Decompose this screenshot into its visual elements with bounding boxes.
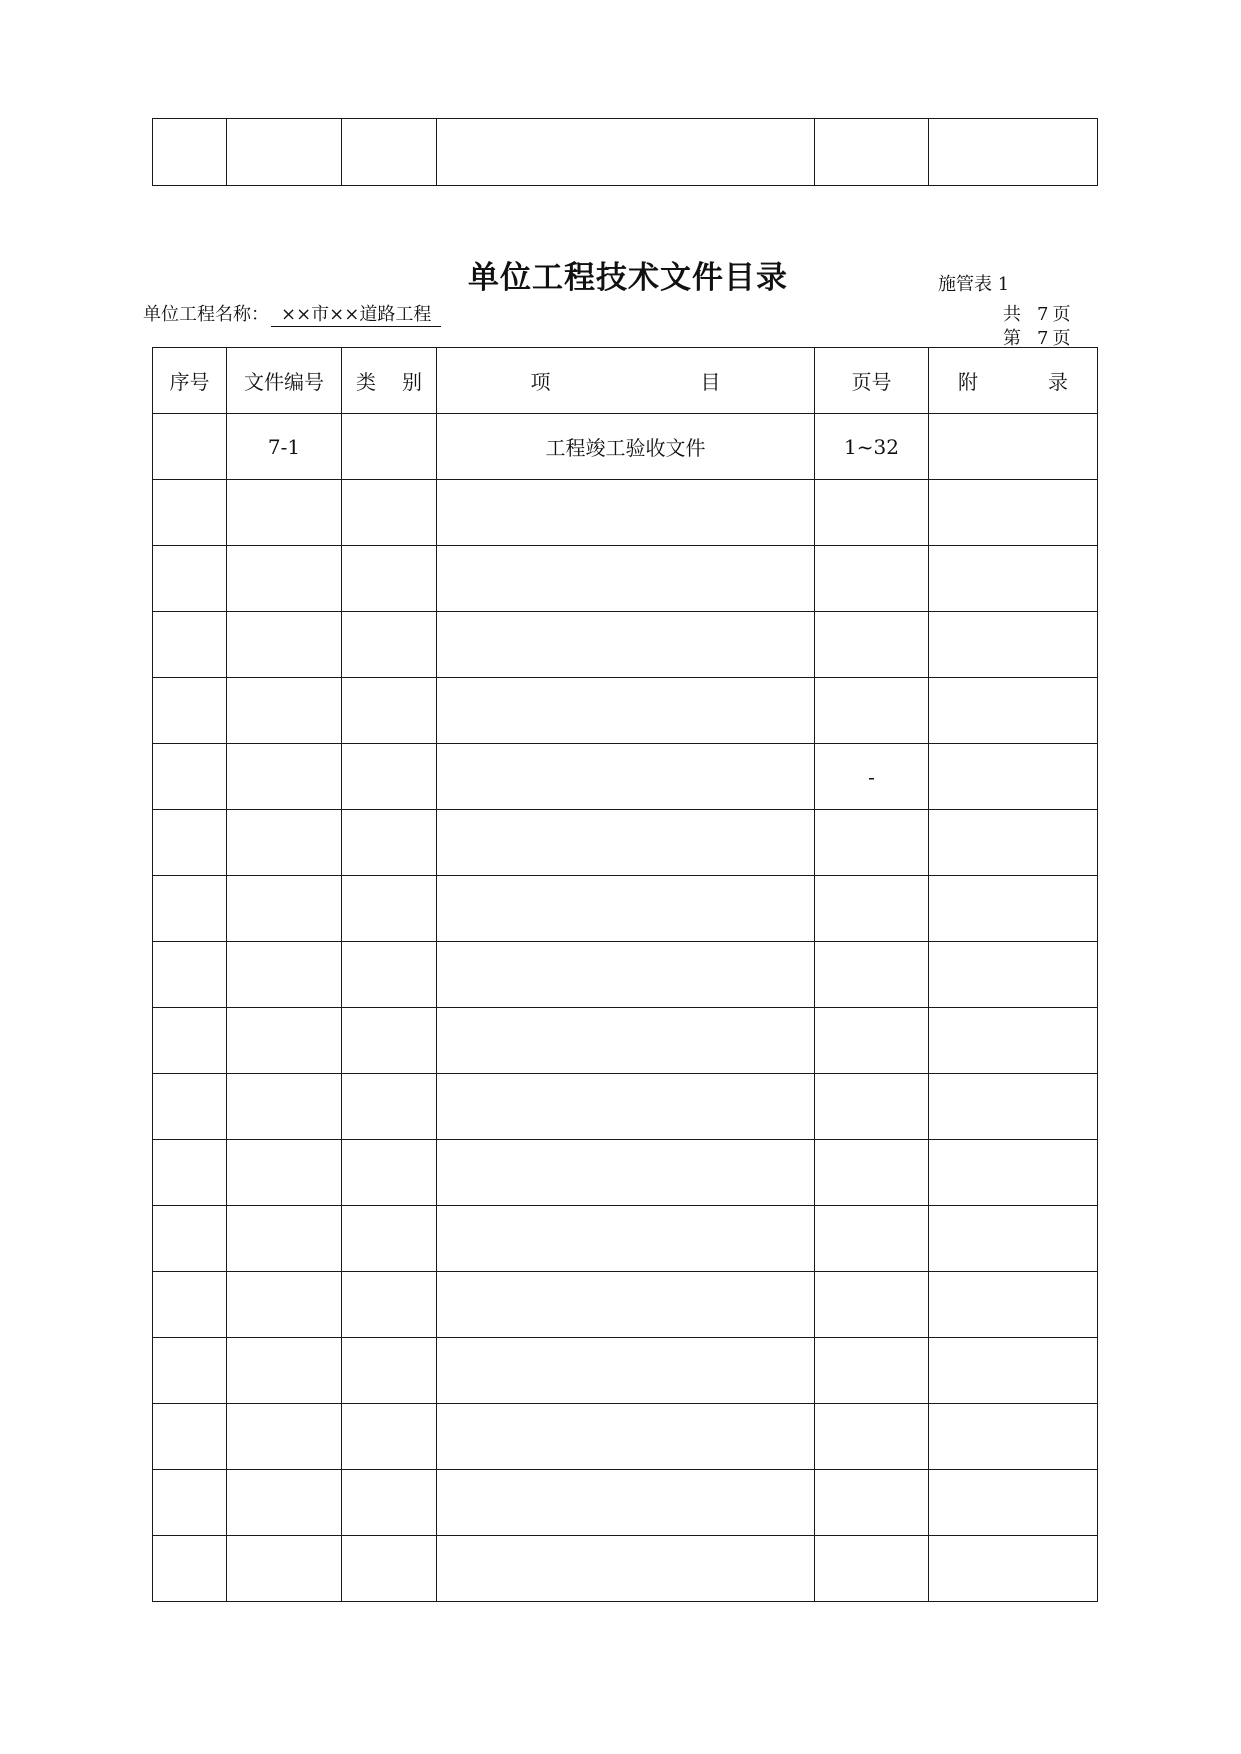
table-row <box>153 876 1098 942</box>
total-pages <box>1003 300 1070 326</box>
cell-category <box>342 744 437 810</box>
cell-file-no <box>227 1338 342 1404</box>
cell-appendix <box>929 480 1098 546</box>
cell-item <box>437 942 815 1008</box>
cell-seq <box>153 942 227 1008</box>
cell-category <box>342 1074 437 1140</box>
document-title: 单位工程技术文件目录 <box>468 260 788 296</box>
cell-page-no <box>815 1008 929 1074</box>
cell-file-no <box>227 1074 342 1140</box>
cell-seq <box>153 612 227 678</box>
project-name-label: 单位工程名称： <box>143 304 269 325</box>
cell-category <box>342 876 437 942</box>
cell-seq <box>153 1272 227 1338</box>
cell-page-no: - <box>815 744 929 810</box>
cell-category <box>342 1470 437 1536</box>
cell-page-no: 1~32 <box>815 414 929 480</box>
cell-item <box>437 1206 815 1272</box>
cell-item <box>437 1470 815 1536</box>
cell-item <box>437 876 815 942</box>
project-name-line <box>143 300 441 327</box>
cell-seq <box>153 1206 227 1272</box>
cell-category <box>342 414 437 480</box>
cell-category <box>342 678 437 744</box>
cell-category <box>342 1404 437 1470</box>
table-row <box>153 744 1098 810</box>
cell-file-no <box>227 678 342 744</box>
cell-page-no <box>815 1470 929 1536</box>
header-category-part-b: 别 <box>402 370 422 394</box>
cell-seq <box>153 1338 227 1404</box>
cell-item <box>437 480 815 546</box>
header-category-part-a: 类 <box>356 370 376 394</box>
cell-category <box>342 1272 437 1338</box>
current-page-prefix: 第 <box>1003 328 1021 349</box>
cell-seq <box>153 1470 227 1536</box>
header-item <box>437 348 815 414</box>
table-row <box>153 119 1098 186</box>
cell-file-no <box>227 1404 342 1470</box>
cell-page-no <box>815 1338 929 1404</box>
table-row <box>153 546 1098 612</box>
cell-seq <box>153 1074 227 1140</box>
previous-page-table-fragment <box>152 118 1098 186</box>
cell-category <box>342 1338 437 1404</box>
cell-appendix <box>929 1206 1098 1272</box>
cell-item <box>437 1338 815 1404</box>
cell-item <box>437 810 815 876</box>
table-row <box>153 1074 1098 1140</box>
cell-page-no <box>815 876 929 942</box>
header-file-no: 文件编号 <box>227 348 342 414</box>
cell-page-no <box>815 480 929 546</box>
cell-item <box>437 1404 815 1470</box>
cell-appendix <box>929 612 1098 678</box>
cell-file-no <box>227 1008 342 1074</box>
header-appendix <box>929 348 1098 414</box>
cell-appendix <box>929 876 1098 942</box>
cell-file-no <box>227 1206 342 1272</box>
cell-appendix <box>929 414 1098 480</box>
table-cell <box>929 119 1098 186</box>
cell-page-no <box>815 546 929 612</box>
cell-file-no <box>227 1140 342 1206</box>
header-item-part-a: 项 <box>530 370 551 394</box>
cell-page-no <box>815 1536 929 1602</box>
cell-file-no: 7-1 <box>227 414 342 480</box>
cell-page-no <box>815 810 929 876</box>
cell-item <box>437 612 815 678</box>
cell-item <box>437 1536 815 1602</box>
cell-category <box>342 942 437 1008</box>
table-row <box>153 1536 1098 1602</box>
table-body <box>153 414 1098 1602</box>
cell-appendix <box>929 546 1098 612</box>
cell-appendix <box>929 810 1098 876</box>
cell-seq <box>153 1140 227 1206</box>
table-row <box>153 1404 1098 1470</box>
cell-page-no <box>815 1404 929 1470</box>
cell-appendix <box>929 1272 1098 1338</box>
cell-appendix <box>929 678 1098 744</box>
cell-item <box>437 678 815 744</box>
cell-seq <box>153 1008 227 1074</box>
table-row <box>153 612 1098 678</box>
cell-file-no <box>227 744 342 810</box>
form-code: 施管表 1 <box>938 274 1010 295</box>
total-pages-prefix: 共 <box>1003 304 1021 325</box>
cell-item: 工程竣工验收文件 <box>437 414 815 480</box>
cell-page-no <box>815 612 929 678</box>
table-row <box>153 1272 1098 1338</box>
table-row <box>153 942 1098 1008</box>
table-row <box>153 678 1098 744</box>
cell-item <box>437 744 815 810</box>
cell-seq <box>153 1536 227 1602</box>
header-appendix-part-a: 附 <box>958 370 978 394</box>
table-header-row <box>153 348 1098 414</box>
cell-category <box>342 1536 437 1602</box>
cell-page-no <box>815 1206 929 1272</box>
cell-seq <box>153 744 227 810</box>
header-category <box>342 348 437 414</box>
cell-seq <box>153 876 227 942</box>
cell-appendix <box>929 1404 1098 1470</box>
cell-file-no <box>227 1272 342 1338</box>
current-page-value: 7 <box>1037 328 1049 349</box>
cell-seq <box>153 810 227 876</box>
cell-category <box>342 612 437 678</box>
project-name-value: ××市××道路工程 <box>271 300 441 327</box>
header-page-no: 页号 <box>815 348 929 414</box>
cell-item <box>437 1074 815 1140</box>
table-row <box>153 1470 1098 1536</box>
table-row <box>153 1206 1098 1272</box>
table-row <box>153 810 1098 876</box>
header-item-part-b: 目 <box>700 370 721 394</box>
cell-file-no <box>227 1536 342 1602</box>
header-appendix-part-b: 录 <box>1048 370 1068 394</box>
cell-file-no <box>227 546 342 612</box>
table-cell <box>227 119 342 186</box>
cell-file-no <box>227 810 342 876</box>
table-row <box>153 1338 1098 1404</box>
cell-appendix <box>929 744 1098 810</box>
table-row <box>153 414 1098 480</box>
table-cell <box>815 119 929 186</box>
cell-page-no <box>815 1272 929 1338</box>
cell-appendix <box>929 1338 1098 1404</box>
cell-seq <box>153 678 227 744</box>
total-pages-value: 7 <box>1037 304 1049 325</box>
cell-appendix <box>929 1536 1098 1602</box>
cell-item <box>437 1008 815 1074</box>
cell-item <box>437 546 815 612</box>
cell-category <box>342 1206 437 1272</box>
cell-appendix <box>929 1470 1098 1536</box>
current-page-suffix: 页 <box>1052 328 1071 349</box>
cell-item <box>437 1140 815 1206</box>
cell-page-no <box>815 942 929 1008</box>
cell-appendix <box>929 942 1098 1008</box>
cell-page-no <box>815 1140 929 1206</box>
table-row <box>153 1140 1098 1206</box>
cell-seq <box>153 480 227 546</box>
cell-file-no <box>227 480 342 546</box>
cell-seq <box>153 414 227 480</box>
cell-category <box>342 810 437 876</box>
cell-page-no <box>815 678 929 744</box>
cell-appendix <box>929 1140 1098 1206</box>
cell-category <box>342 1140 437 1206</box>
table-row <box>153 480 1098 546</box>
cell-seq <box>153 1404 227 1470</box>
cell-item <box>437 1272 815 1338</box>
cell-page-no <box>815 1074 929 1140</box>
cell-appendix <box>929 1074 1098 1140</box>
cell-file-no <box>227 1470 342 1536</box>
cell-appendix <box>929 1008 1098 1074</box>
cell-file-no <box>227 612 342 678</box>
table-cell <box>437 119 815 186</box>
cell-category <box>342 480 437 546</box>
total-pages-suffix: 页 <box>1052 304 1071 325</box>
header-seq: 序号 <box>153 348 227 414</box>
table-cell <box>342 119 437 186</box>
table-row <box>153 1008 1098 1074</box>
cell-category <box>342 1008 437 1074</box>
cell-category <box>342 546 437 612</box>
cell-seq <box>153 546 227 612</box>
cell-file-no <box>227 876 342 942</box>
table-cell <box>153 119 227 186</box>
cell-file-no <box>227 942 342 1008</box>
file-catalog-table <box>152 347 1098 1602</box>
